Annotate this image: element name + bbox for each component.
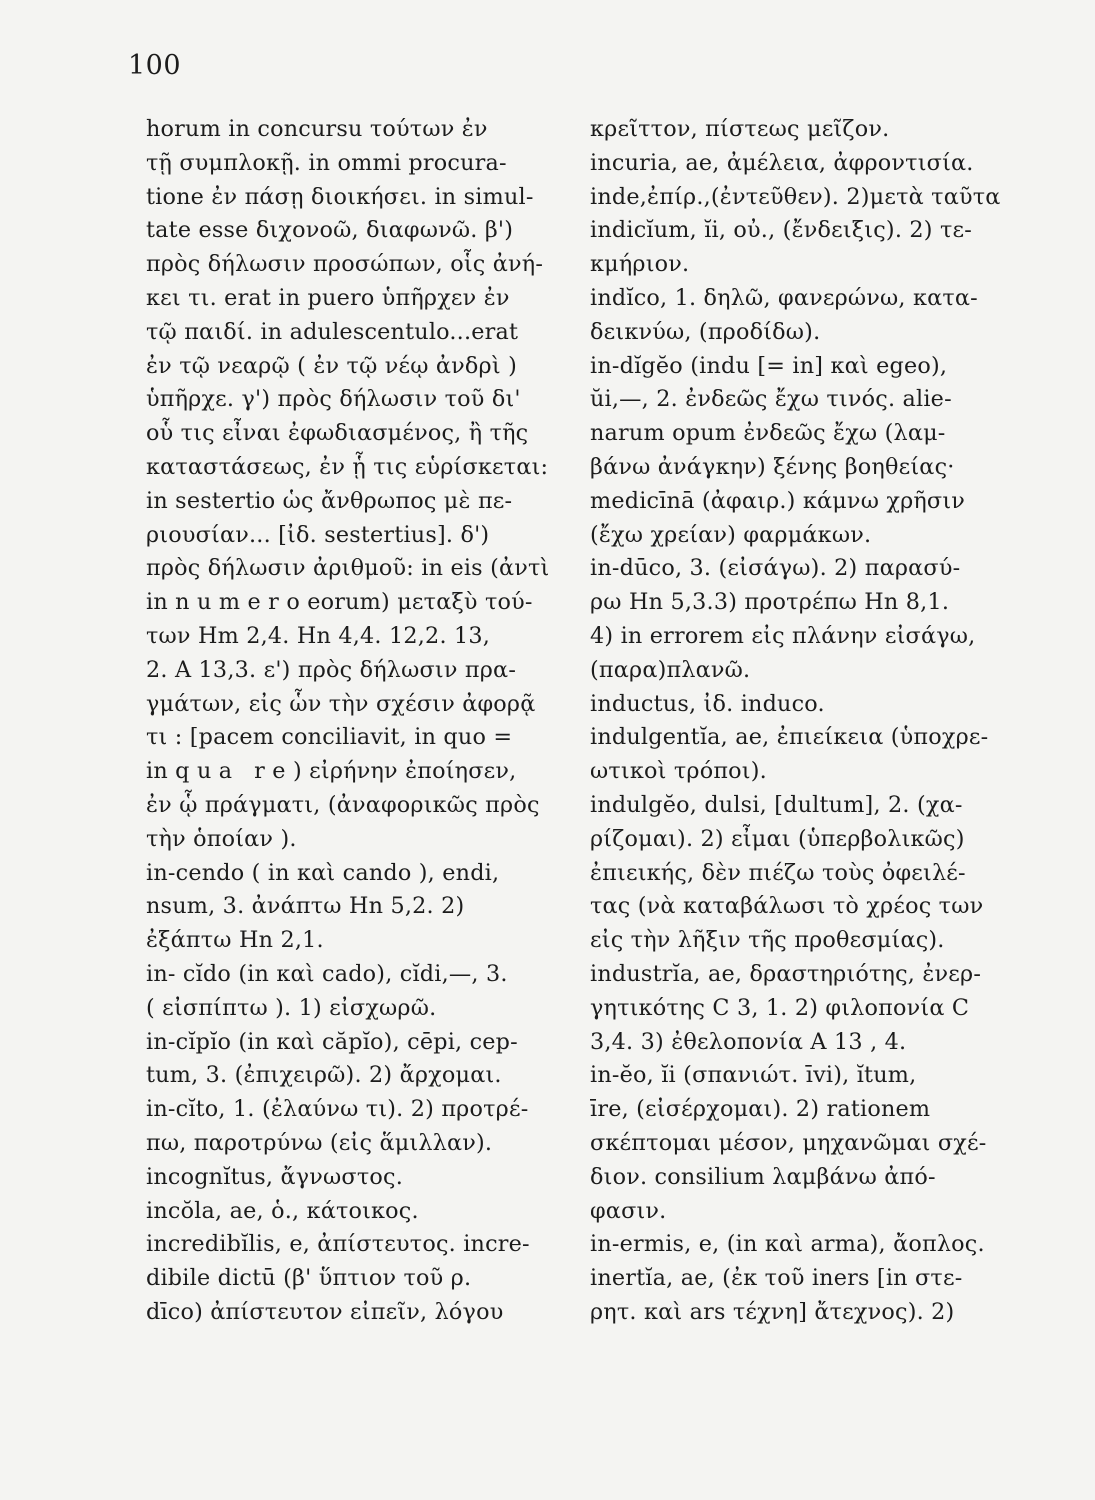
- text-line: incredibĭlis, e, ἀπίστευτος. incre-: [146, 1231, 530, 1258]
- text-line: incognĭtus, ἄγνωστος.: [146, 1163, 403, 1190]
- text-line: in q u a r e ) εἰρήνην ἐποίησεν,: [146, 758, 517, 785]
- text-line: inductus, ἰδ. induco.: [590, 690, 825, 717]
- text-line: indulgĕo, dulsi, [dultum], 2. (χα-: [590, 791, 963, 818]
- text-line: in-cĭto, 1. (ἐλαύνω τι). 2) προτρέ-: [146, 1096, 529, 1123]
- text-line: πρὸς δήλωσιν προσώπων, οἷς ἀνή-: [146, 251, 544, 278]
- text-line: τὴν ὁποίαν ).: [146, 825, 297, 852]
- text-line: 4) in errorem εἰς πλάνην εἰσάγω,: [590, 622, 976, 649]
- text-line: in- cĭdo (in καὶ cado), cĭdi,—, 3.: [146, 960, 508, 987]
- text-line: industrĭa, ae, δραστηριότης, ἐνερ-: [590, 960, 982, 987]
- text-line: οὗ τις εἶναι ἐφωδιασμένος, ἢ τῆς: [146, 420, 529, 447]
- text-line: dibile dictū (β' ὕπτιον τοῦ ρ.: [146, 1265, 472, 1292]
- text-line: ἐπιεικής, δὲν πιέζω τοὺς ὀφειλέ-: [590, 859, 966, 886]
- text-line: incŏla, ae, ὁ., κάτοικος.: [146, 1197, 419, 1224]
- text-line: τῷ παιδί. in adulescentulo...erat: [146, 318, 519, 345]
- text-line: tate esse διχονοῶ, διαφωνῶ. β'): [146, 217, 514, 244]
- text-line: γμάτων, εἰς ὧν τὴν σχέσιν ἀφορᾷ: [146, 690, 536, 717]
- text-line: inde,ἐπίρ.,(ἐντεῦθεν). 2)μετὰ ταῦτα: [590, 183, 1001, 210]
- text-line: τι : [pacem conciliavit, in quo =: [146, 724, 513, 751]
- text-line: in n u m e r o eorum) μεταξὺ τού-: [146, 589, 533, 616]
- text-line: τῇ συμπλοκῇ. in ommi procura-: [146, 149, 507, 176]
- text-line: horum in concursu τούτων ἐν: [146, 116, 488, 142]
- text-line: indulgentĭa, ae, ἐπιείκεια (ὑποχρε-: [590, 724, 989, 751]
- text-line: ρω Hn 5,3.3) προτρέπω Hn 8,1.: [590, 589, 950, 616]
- text-line: in-dūco, 3. (εἰσάγω). 2) παρασύ-: [590, 555, 961, 582]
- text-line: δεικνύω, (προδίδω).: [590, 318, 821, 345]
- text-line: tione ἐν πάσῃ διοικήσει. in simul-: [146, 183, 534, 210]
- text-line: κει τι. erat in puero ὑπῆρχεν ἐν: [146, 284, 510, 311]
- text-line: ωτικοὶ τρόποι).: [590, 758, 767, 785]
- text-line: τας (νὰ καταβάλωσι τὸ χρέος των: [590, 893, 984, 920]
- text-line: (παρα)πλανῶ.: [590, 656, 751, 683]
- text-line: īre, (εἰσέρχομαι). 2) rationem: [590, 1096, 931, 1123]
- text-line: κμήριον.: [590, 251, 690, 278]
- text-line: φασιν.: [590, 1197, 667, 1224]
- text-line: ριουσίαν... [ἰδ. sestertius]. δ'): [146, 521, 490, 548]
- text-line: των Hm 2,4. Hn 4,4. 12,2. 13,: [146, 622, 491, 649]
- page-number: 100: [128, 50, 182, 81]
- text-line: καταστάσεως, ἐν ᾗ τις εὑρίσκεται:: [146, 453, 549, 480]
- text-line: ὑπῆρχε. γ') πρὸς δήλωσιν τοῦ δι': [146, 386, 521, 413]
- text-line: σκέπτομαι μέσον, μηχανῶμαι σχέ-: [590, 1129, 987, 1156]
- text-line: dīco) ἀπίστευτον εἰπεῖν, λόγου: [146, 1298, 504, 1325]
- right-column: [590, 113, 1040, 1330]
- text-line: ( εἰσπίπτω ). 1) εἰσχωρῶ.: [146, 994, 437, 1021]
- text-line: in-ermis, e, (in καὶ arma), ἄοπλος.: [590, 1231, 985, 1258]
- text-line: in-cendo ( in καὶ cando ), endi,: [146, 859, 500, 886]
- text-line: εἰς τὴν λῆξιν τῆς προθεσμίας).: [590, 927, 945, 954]
- text-line: indicĭum, ĭi, οὐ., (ἔνδειξις). 2) τε-: [590, 217, 972, 244]
- text-line: medicīnā (ἀφαιρ.) κάμνω χρῆσιν: [590, 487, 966, 514]
- text-line: πρὸς δήλωσιν ἀριθμοῦ: in eis (ἀντὶ: [146, 555, 550, 582]
- text-line: πω, παροτρύνω (εἰς ἅμιλλαν).: [146, 1129, 493, 1156]
- text-line: tum, 3. (ἐπιχειρῶ). 2) ἄρχομαι.: [146, 1062, 502, 1089]
- text-line: in sestertio ὡς ἄνθρωπος μὲ πε-: [146, 487, 513, 514]
- text-line: κρεῖττον, πίστεως μεῖζον.: [590, 116, 890, 142]
- text-line: ἐξάπτω Hn 2,1.: [146, 927, 324, 954]
- text-line: ŭi,—, 2. ἐνδεῶς ἔχω τινός. alie-: [590, 386, 952, 413]
- text-line: βάνω ἀνάγκην) ξένης βοηθείας·: [590, 453, 955, 480]
- text-line: nsum, 3. ἀνάπτω Hn 5,2. 2): [146, 893, 465, 920]
- text-line: 2. A 13,3. ε') πρὸς δήλωσιν πρα-: [146, 656, 517, 683]
- text-line: in-ĕo, ĭi (σπανιώτ. īvi), ĭtum,: [590, 1062, 917, 1089]
- text-line: διον. consilium λαμβάνω ἀπό-: [590, 1163, 936, 1190]
- text-line: in-dĭgĕo (indu [= in] καὶ egeo),: [590, 352, 948, 379]
- text-line: indĭco, 1. δηλῶ, φανερώνω, κατα-: [590, 284, 978, 311]
- text-line: 3,4. 3) ἐθελοπονία A 13 , 4.: [590, 1028, 907, 1055]
- text-line: inertĭa, ae, (ἐκ τοῦ iners [in στε-: [590, 1265, 963, 1292]
- text-line: (ἔχω χρείαν) φαρμάκων.: [590, 521, 872, 548]
- text-line: γητικότης C 3, 1. 2) φιλοπονία C: [590, 994, 970, 1021]
- text-line: ρητ. καὶ ars τέχνη] ἄτεχνος). 2): [590, 1298, 955, 1325]
- text-line: incuria, ae, ἀμέλεια, ἀφροντισία.: [590, 149, 974, 176]
- text-line: narum opum ἐνδεῶς ἔχω (λαμ-: [590, 420, 946, 447]
- text-line: ἐν ᾧ πράγματι, (ἀναφορικῶς πρὸς: [146, 791, 540, 818]
- left-column: [146, 113, 578, 1330]
- text-line: ἐν τῷ νεαρῷ ( ἐν τῷ νέῳ ἀνδρὶ ): [146, 352, 517, 379]
- text-line: ρίζομαι). 2) εἶμαι (ὑπερβολικῶς): [590, 825, 965, 852]
- text-line: in-cĭpĭo (in καὶ căpĭo), cēpi, cep-: [146, 1028, 518, 1055]
